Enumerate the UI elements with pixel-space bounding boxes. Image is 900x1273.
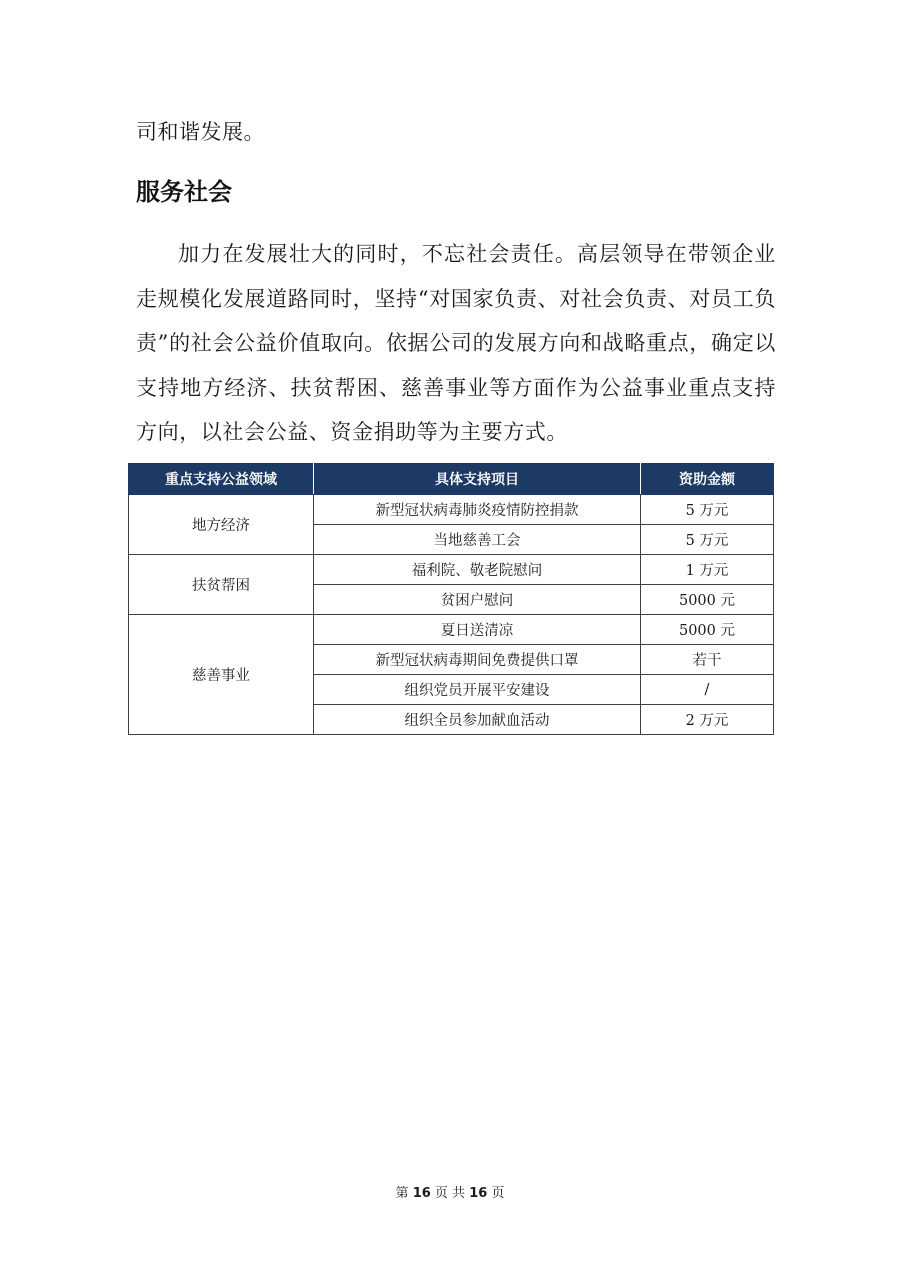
section-heading: 服务社会 — [136, 178, 232, 206]
project-cell: 新型冠状病毒肺炎疫情防控捐款 — [314, 495, 641, 525]
area-cell: 地方经济 — [129, 495, 314, 555]
project-cell: 组织党员开展平安建设 — [314, 675, 641, 705]
project-cell: 福利院、敬老院慰问 — [314, 555, 641, 585]
amount-cell: 若干 — [641, 645, 774, 675]
amount-cell: 5 万元 — [641, 525, 774, 555]
header-project: 具体支持项目 — [314, 464, 641, 495]
table-row — [129, 495, 774, 525]
amount-cell: 1 万元 — [641, 555, 774, 585]
section-paragraph: 加力在发展壮大的同时，不忘社会责任。高层领导在带领企业走规模化发展道路同时，坚持“对国家负责、对社会负责、对员工负责”的社会公益价值取向。依据公司的发展方向和战略重点，确定以支持地方经济、扶贫帮困、慈善事业等方面作为公益事业重点支持方向，以社会公益、资金捐助等为主要方式。 — [136, 242, 776, 444]
amount-cell: 5000 元 — [641, 585, 774, 615]
page-footer — [0, 1182, 900, 1201]
area-cell: 慈善事业 — [129, 615, 314, 735]
header-area: 重点支持公益领域 — [129, 464, 314, 495]
total-pages-number: 16 — [469, 1186, 488, 1201]
previous-paragraph-tail: 司和谐发展。 — [136, 120, 265, 144]
amount-cell: 5 万元 — [641, 495, 774, 525]
project-cell: 新型冠状病毒期间免费提供口罩 — [314, 645, 641, 675]
area-cell: 扶贫帮困 — [129, 555, 314, 615]
footer-middle: 页 共 — [434, 1186, 466, 1201]
header-amount: 资助金额 — [641, 464, 774, 495]
project-cell: 当地慈善工会 — [314, 525, 641, 555]
current-page-number: 16 — [412, 1186, 431, 1201]
table-row — [129, 555, 774, 585]
table-row — [129, 615, 774, 645]
table-header-row — [129, 464, 774, 495]
footer-prefix: 第 — [395, 1186, 409, 1201]
footer-suffix: 页 — [491, 1186, 505, 1201]
project-cell: 夏日送清凉 — [314, 615, 641, 645]
amount-cell: 2 万元 — [641, 705, 774, 735]
support-table — [128, 463, 774, 735]
amount-cell: / — [641, 675, 774, 705]
project-cell: 组织全员参加献血活动 — [314, 705, 641, 735]
amount-cell: 5000 元 — [641, 615, 774, 645]
project-cell: 贫困户慰问 — [314, 585, 641, 615]
